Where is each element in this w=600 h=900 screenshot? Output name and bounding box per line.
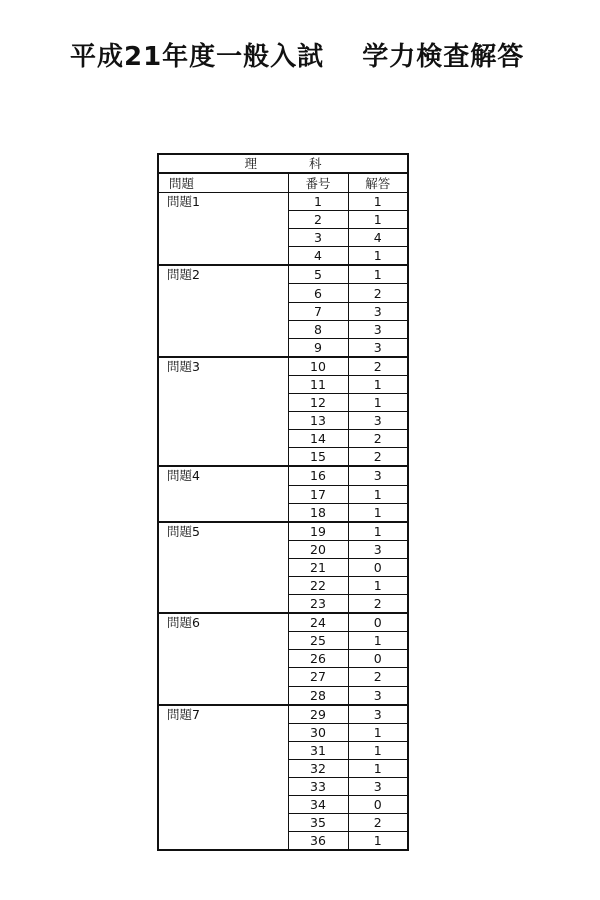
question-number: 17 bbox=[288, 485, 348, 503]
answer-value: 1 bbox=[348, 375, 408, 393]
answer-value: 1 bbox=[348, 265, 408, 284]
answer-value: 1 bbox=[348, 632, 408, 650]
problem-group-label: 問題7 bbox=[158, 705, 288, 851]
question-number: 18 bbox=[288, 503, 348, 522]
answer-value: 3 bbox=[348, 466, 408, 485]
question-number: 6 bbox=[288, 284, 348, 302]
table-row bbox=[158, 193, 408, 211]
answer-value: 1 bbox=[348, 832, 408, 851]
page-title bbox=[70, 36, 540, 76]
answer-value: 1 bbox=[348, 211, 408, 229]
answer-value: 1 bbox=[348, 576, 408, 594]
answer-value: 1 bbox=[348, 723, 408, 741]
question-number: 10 bbox=[288, 357, 348, 376]
question-number: 4 bbox=[288, 247, 348, 266]
answer-value: 0 bbox=[348, 650, 408, 668]
answer-value: 3 bbox=[348, 540, 408, 558]
subject-heading: 理科 bbox=[158, 154, 408, 173]
answer-value: 1 bbox=[348, 247, 408, 266]
answer-value: 1 bbox=[348, 759, 408, 777]
problem-group-label: 問題3 bbox=[158, 357, 288, 467]
question-number: 28 bbox=[288, 686, 348, 705]
problem-group-label: 問題1 bbox=[158, 193, 288, 266]
table-row bbox=[158, 522, 408, 541]
answer-value: 2 bbox=[348, 284, 408, 302]
answer-value: 1 bbox=[348, 193, 408, 211]
answer-value: 2 bbox=[348, 357, 408, 376]
header-number: 番号 bbox=[288, 173, 348, 193]
question-number: 27 bbox=[288, 668, 348, 686]
answer-value: 3 bbox=[348, 320, 408, 338]
answer-value: 2 bbox=[348, 668, 408, 686]
table-row bbox=[158, 466, 408, 485]
table-row bbox=[158, 265, 408, 284]
answer-value: 4 bbox=[348, 229, 408, 247]
question-number: 32 bbox=[288, 759, 348, 777]
question-number: 34 bbox=[288, 796, 348, 814]
answer-value: 3 bbox=[348, 338, 408, 357]
question-number: 24 bbox=[288, 613, 348, 632]
question-number: 31 bbox=[288, 741, 348, 759]
question-number: 11 bbox=[288, 375, 348, 393]
answer-value: 3 bbox=[348, 705, 408, 724]
table-row bbox=[158, 613, 408, 632]
question-number: 22 bbox=[288, 576, 348, 594]
answer-value: 0 bbox=[348, 796, 408, 814]
question-number: 15 bbox=[288, 448, 348, 467]
question-number: 35 bbox=[288, 814, 348, 832]
title-main: 平成21年度一般入試 bbox=[70, 42, 325, 72]
question-number: 29 bbox=[288, 705, 348, 724]
question-number: 1 bbox=[288, 193, 348, 211]
question-number: 21 bbox=[288, 558, 348, 576]
question-number: 30 bbox=[288, 723, 348, 741]
problem-group-label: 問題6 bbox=[158, 613, 288, 704]
answer-value: 2 bbox=[348, 448, 408, 467]
question-number: 23 bbox=[288, 595, 348, 614]
answer-value: 1 bbox=[348, 503, 408, 522]
header-answer: 解答 bbox=[348, 173, 408, 193]
problem-group-label: 問題2 bbox=[158, 265, 288, 356]
problem-group-label: 問題4 bbox=[158, 466, 288, 521]
answer-value: 3 bbox=[348, 778, 408, 796]
answer-value: 1 bbox=[348, 741, 408, 759]
question-number: 14 bbox=[288, 430, 348, 448]
answer-value: 2 bbox=[348, 430, 408, 448]
question-number: 25 bbox=[288, 632, 348, 650]
question-number: 7 bbox=[288, 302, 348, 320]
question-number: 9 bbox=[288, 338, 348, 357]
question-number: 5 bbox=[288, 265, 348, 284]
answer-value: 2 bbox=[348, 814, 408, 832]
question-number: 19 bbox=[288, 522, 348, 541]
answer-table-body bbox=[158, 193, 408, 851]
table-row bbox=[158, 705, 408, 724]
answer-value: 1 bbox=[348, 485, 408, 503]
question-number: 16 bbox=[288, 466, 348, 485]
answer-value: 0 bbox=[348, 558, 408, 576]
answer-value: 1 bbox=[348, 394, 408, 412]
answer-table bbox=[157, 153, 409, 851]
question-number: 13 bbox=[288, 412, 348, 430]
answer-value: 3 bbox=[348, 412, 408, 430]
question-number: 8 bbox=[288, 320, 348, 338]
question-number: 12 bbox=[288, 394, 348, 412]
header-row bbox=[158, 173, 408, 193]
problem-group-label: 問題5 bbox=[158, 522, 288, 613]
table-row bbox=[158, 357, 408, 376]
answer-value: 3 bbox=[348, 686, 408, 705]
answer-value: 0 bbox=[348, 613, 408, 632]
header-problem: 問題 bbox=[158, 173, 288, 193]
question-number: 2 bbox=[288, 211, 348, 229]
question-number: 3 bbox=[288, 229, 348, 247]
question-number: 20 bbox=[288, 540, 348, 558]
subject-row bbox=[158, 154, 408, 173]
answer-value: 3 bbox=[348, 302, 408, 320]
title-sub: 学力検査解答 bbox=[362, 42, 525, 72]
answer-value: 1 bbox=[348, 522, 408, 541]
answer-value: 2 bbox=[348, 595, 408, 614]
question-number: 33 bbox=[288, 778, 348, 796]
question-number: 26 bbox=[288, 650, 348, 668]
question-number: 36 bbox=[288, 832, 348, 851]
